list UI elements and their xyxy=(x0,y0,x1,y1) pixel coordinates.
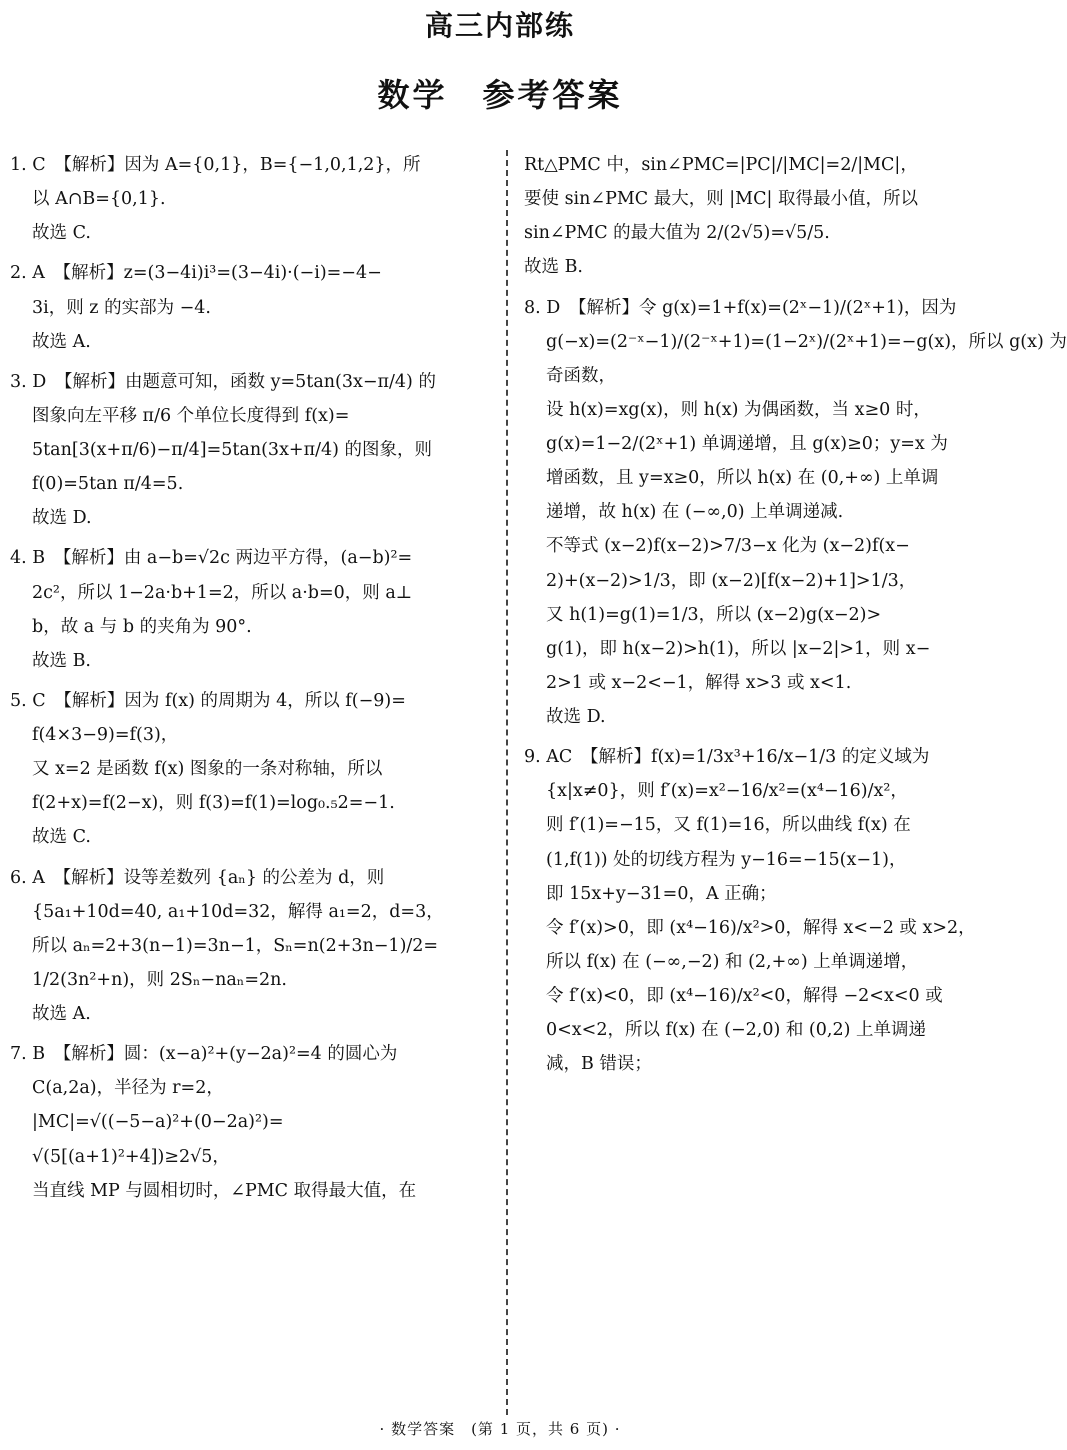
answer-line: 故选 D. xyxy=(546,707,606,727)
answer-line: 1. C 【解析】因为 A={0,1}，B={−1,0,1,2}，所 xyxy=(10,155,421,175)
answer-line: 所以 aₙ=2+3(n−1)=3n−1，Sₙ=n(2+3n−1)/2= xyxy=(32,935,439,956)
answer-line: b，故 a 与 b 的夹角为 90°. xyxy=(32,616,252,637)
answer-line: 3i，则 z 的实部为 −4. xyxy=(32,297,211,318)
answer-line: |MC|=√((−5−a)²+(0−2a)²)= xyxy=(32,1112,284,1133)
answer-line: g(x)=1−2/(2ˣ+1) 单调递增，且 g(x)≥0；y=x 为 xyxy=(546,434,948,454)
answer-line: 故选 A. xyxy=(32,1004,91,1024)
answer-line: g(−x)=(2⁻ˣ−1)/(2⁻ˣ+1)=(1−2ˣ)/(2ˣ+1)=−g(x)，所以 g(x) 为 xyxy=(546,331,1067,352)
answer-line: {5a₁+10d=40, a₁+10d=32，解得 a₁=2，d=3， xyxy=(32,901,444,922)
answer-item xyxy=(10,148,488,250)
answer-line: g(1)，即 h(x−2)>h(1)，所以 |x−2|>1，则 x− xyxy=(546,638,931,659)
answer-line: 设 h(x)=xg(x)，则 h(x) 为偶函数，当 x≥0 时， xyxy=(546,399,931,420)
right-column xyxy=(524,148,1067,1087)
answer-line: 2. A 【解析】z=(3−4i)i³=(3−4i)·(−i)=−4− xyxy=(10,263,382,284)
answer-line: 9. AC 【解析】f(x)=1/3x³+16/x−1/3 的定义域为 xyxy=(524,747,930,768)
answer-item xyxy=(10,861,488,1032)
answer-line: 5. C 【解析】因为 f(x) 的周期为 4，所以 f(−9)= xyxy=(10,690,406,711)
answer-line: {x|x≠0}，则 f′(x)=x²−16/x²=(x⁴−16)/x²， xyxy=(546,781,908,802)
answer-line: 8. D 【解析】令 g(x)=1+f(x)=(2ˣ−1)/(2ˣ+1)，因为 xyxy=(524,297,957,318)
answer-line: 3. D 【解析】由题意可知，函数 y=5tan(3x−π/4) 的 xyxy=(10,371,436,392)
answer-line: C(a,2a)，半径为 r=2， xyxy=(32,1078,224,1099)
answer-line: 图象向左平移 π/6 个单位长度得到 f(x)= xyxy=(32,405,350,426)
answer-line: 故选 B. xyxy=(32,650,91,671)
answer-line: 2c²，所以 1−2a·b+1=2，所以 a·b=0，则 a⊥ xyxy=(32,582,413,603)
answer-line: 2>1 或 x−2<−1，解得 x>3 或 x<1. xyxy=(546,672,852,693)
answer-line: 要使 sin∠PMC 最大，则 |MC| 取得最小值，所以 xyxy=(524,189,918,210)
answer-line: 故选 C. xyxy=(32,827,91,848)
answer-line: sin∠PMC 的最大值为 2/(2√5)=√5/5. xyxy=(524,223,830,244)
answer-line: 奇函数， xyxy=(546,365,616,386)
answer-item xyxy=(524,148,990,285)
answer-line: 故选 D. xyxy=(32,508,92,529)
answer-item xyxy=(524,740,990,1081)
left-column xyxy=(10,148,488,1214)
answer-line: 7. B 【解析】圆：(x−a)²+(y−2a)²=4 的圆心为 xyxy=(10,1044,398,1065)
answer-line: 故选 B. xyxy=(524,257,583,278)
answer-line: 则 f′(1)=−15，又 f(1)=16，所以曲线 f(x) 在 xyxy=(546,815,911,836)
answer-line: 又 x=2 是函数 f(x) 图象的一条对称轴，所以 xyxy=(32,759,383,780)
page-footer: · 数学答案 (第 1 页，共 6 页) · xyxy=(379,1420,621,1438)
answer-line: 又 h(1)=g(1)=1/3，所以 (x−2)g(x−2)> xyxy=(546,604,882,625)
answer-line: 令 f′(x)>0，即 (x⁴−16)/x²>0，解得 x<−2 或 x>2， xyxy=(546,917,976,938)
answer-line: 故选 C. xyxy=(32,223,91,244)
answer-line: 6. A 【解析】设等差数列 {aₙ} 的公差为 d，则 xyxy=(10,867,385,888)
answer-line: (1,f(1)) 处的切线方程为 y−16=−15(x−1)， xyxy=(546,849,907,870)
answer-line: 增函数，且 y=x≥0，所以 h(x) 在 (0,+∞) 上单调 xyxy=(546,468,939,489)
answer-line: 不等式 (x−2)f(x−2)>7/3−x 化为 (x−2)f(x− xyxy=(546,536,910,557)
answer-line: 2)+(x−2)>1/3，即 (x−2)[f(x−2)+1]>1/3， xyxy=(546,570,917,591)
answer-line: 1/2(3n²+n)，则 2Sₙ−naₙ=2n. xyxy=(32,969,287,990)
answer-line: f(0)=5tan π/4=5. xyxy=(32,474,184,495)
answer-line: f(4×3−9)=f(3)， xyxy=(32,725,179,745)
answer-item xyxy=(10,684,488,855)
answer-line: f(2+x)=f(2−x)，则 f(3)=f(1)=log₀.₅2=−1. xyxy=(32,793,395,814)
answer-line: 即 15x+y−31=0，A 正确； xyxy=(546,883,777,904)
answer-line: 递增，故 h(x) 在 (−∞,0) 上单调递减. xyxy=(546,502,844,523)
column-divider xyxy=(506,150,508,1415)
answer-line: 减，B 错误； xyxy=(546,1054,652,1075)
answer-item xyxy=(10,1037,488,1208)
page-title: 高三内部练 xyxy=(424,9,575,42)
answer-item xyxy=(524,291,1067,735)
answer-line: 所以 f(x) 在 (−∞,−2) 和 (2,+∞) 上单调递增， xyxy=(546,951,919,972)
answer-line: 令 f′(x)<0，即 (x⁴−16)/x²<0，解得 −2<x<0 或 xyxy=(546,986,943,1006)
answer-item xyxy=(10,365,488,536)
page-subtitle: 数学 参考答案 xyxy=(377,76,623,114)
answer-line: 5tan[3(x+π/6)−π/4]=5tan(3x+π/4) 的图象，则 xyxy=(32,440,433,460)
answer-line: 以 A∩B={0,1}. xyxy=(32,189,166,210)
answer-item xyxy=(10,256,488,358)
answer-item xyxy=(10,541,488,678)
answer-line: Rt△PMC 中，sin∠PMC=|PC|/|MC|=2/|MC|， xyxy=(524,155,918,175)
answer-line: 当直线 MP 与圆相切时，∠PMC 取得最大值，在 xyxy=(32,1180,417,1201)
answer-line: 4. B 【解析】由 a−b=√2c 两边平方得，(a−b)²= xyxy=(10,548,413,569)
answer-line: √(5[(a+1)²+4])≥2√5， xyxy=(32,1146,230,1167)
answer-line: 0<x<2，所以 f(x) 在 (−2,0) 和 (0,2) 上单调递 xyxy=(546,1020,926,1041)
answer-line: 故选 A. xyxy=(32,331,91,352)
